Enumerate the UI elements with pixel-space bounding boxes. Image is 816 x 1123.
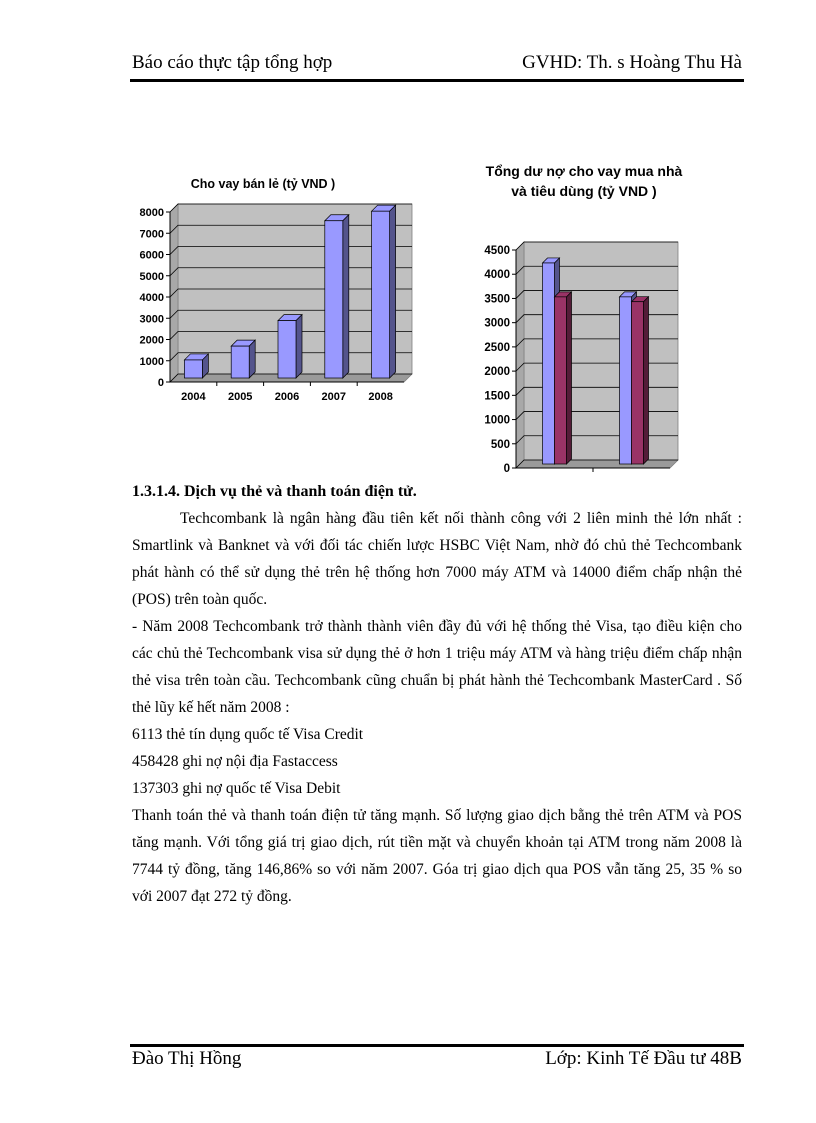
bar-side [249,340,255,378]
x-tick-label: 2007 [321,391,347,403]
bar [620,297,632,464]
bar-side [390,205,396,378]
footer-author: Đào Thị Hồng [132,1048,242,1069]
bar [543,263,555,464]
bar-side [644,297,649,464]
footer-rule [130,1044,744,1047]
bar [372,211,390,378]
footer-class: Lớp: Kinh Tế Đầu tư 48B [545,1048,742,1069]
bar [632,302,644,464]
bar-side [343,215,349,378]
section-body [132,478,742,910]
bar [184,360,202,378]
x-tick-label: 2006 [274,391,300,403]
bar [231,346,249,378]
paragraph-payments: Thanh toán thẻ và thanh toán điện tử tăng mạnh. Số lượng giao dịch bằng thẻ trên ATM và POS tăng mạnh. Với tổng giá trị giao dịch, rút tiền mặt và chuyển khoản tại ATM trong năm 2008 là 7744 tỷ đồng, tăng 146,86% so với năm 2007. Góa trị giao dịch qua POS vẫn tăng 25, 35 % so với 2007 đạt 272 tỷ đồng. [132,807,742,905]
paragraph-intro: Techcombank là ngân hàng đầu tiên kết nối thành công với 2 liên minh thẻ lớn nhất : Smartlink và Banknet và với đối tác chiến lược HSBC Việt Nam, nhờ đó chủ thẻ Techcombank phát hành có thể sử dụng thẻ trên hệ thống hơn 7000 máy ATM và 14000 điểm chấp nhận thẻ (POS) trên toàn quốc. [132,510,742,608]
y-tick-label: 0 [157,377,164,389]
y-tick-label: 1000 [139,355,164,368]
header-rule [130,79,744,82]
plot-side-wall [516,242,524,468]
y-tick-label: 0 [503,463,510,475]
y-tick-label: 5000 [139,270,164,283]
bar-side [567,292,572,464]
chart-title: Cho vay bán lẻ (tỷ VND ) [190,177,336,191]
y-tick-label: 4000 [139,292,164,304]
mortgage-consumer-loans-chart [460,154,710,479]
bar [555,297,567,464]
bar-side [296,315,302,378]
page-footer [132,1048,742,1070]
y-tick-label: 1500 [484,390,510,403]
y-tick-label: 6000 [139,249,164,262]
bar [325,221,343,378]
y-tick-label: 3000 [484,317,510,330]
chart-title: Tổng dư nợ cho vay mua nhà [485,163,683,179]
y-tick-label: 7000 [139,228,164,241]
y-tick-label: 3500 [484,293,510,306]
y-tick-label: 4000 [484,269,510,282]
x-tick-label: 2005 [227,391,253,403]
y-tick-label: 4500 [484,245,510,257]
bar [278,321,296,378]
section-heading: 1.3.1.4. Dịch vụ thẻ và thanh toán điện tử. [132,483,417,500]
retail-loans-chart [128,168,428,418]
page-header [132,52,742,74]
list-item: 458428 ghi nợ nội địa Fastaccess [132,753,338,770]
y-tick-label: 500 [490,438,510,451]
list-item: 6113 thẻ tín dụng quốc tế Visa Credit [132,726,364,743]
header-advisor: GVHD: Th. s Hoàng Thu Hà [522,52,742,73]
y-tick-label: 3000 [139,313,164,326]
plot-floor [516,460,678,468]
paragraph-visa: - Năm 2008 Techcombank trở thành thành viên đầy đủ với hệ thống thẻ Visa, tạo điều kiện cho các chủ thẻ Techcombank visa sử dụng thẻ ở hơn 1 triệu máy ATM và hàng triệu điểm chấp nhận thẻ visa trên toàn cầu. Techcombank cũng chuẩn bị phát hành thẻ Techcombank MasterCard . Số thẻ lũy kế hết năm 2008 : [132,618,742,716]
header-report-title: Báo cáo thực tập tổng hợp [132,52,333,73]
y-tick-label: 2000 [139,334,164,347]
y-tick-label: 2000 [484,366,510,379]
chart-title: và tiêu dùng (tỷ VND ) [511,183,657,199]
y-tick-label: 8000 [139,207,164,219]
x-tick-label: 2008 [368,391,393,403]
y-tick-label: 2500 [484,341,510,354]
y-tick-label: 1000 [484,414,510,427]
list-item: 137303 ghi nợ quốc tế Visa Debit [132,780,341,797]
x-tick-label: 2004 [181,391,206,403]
